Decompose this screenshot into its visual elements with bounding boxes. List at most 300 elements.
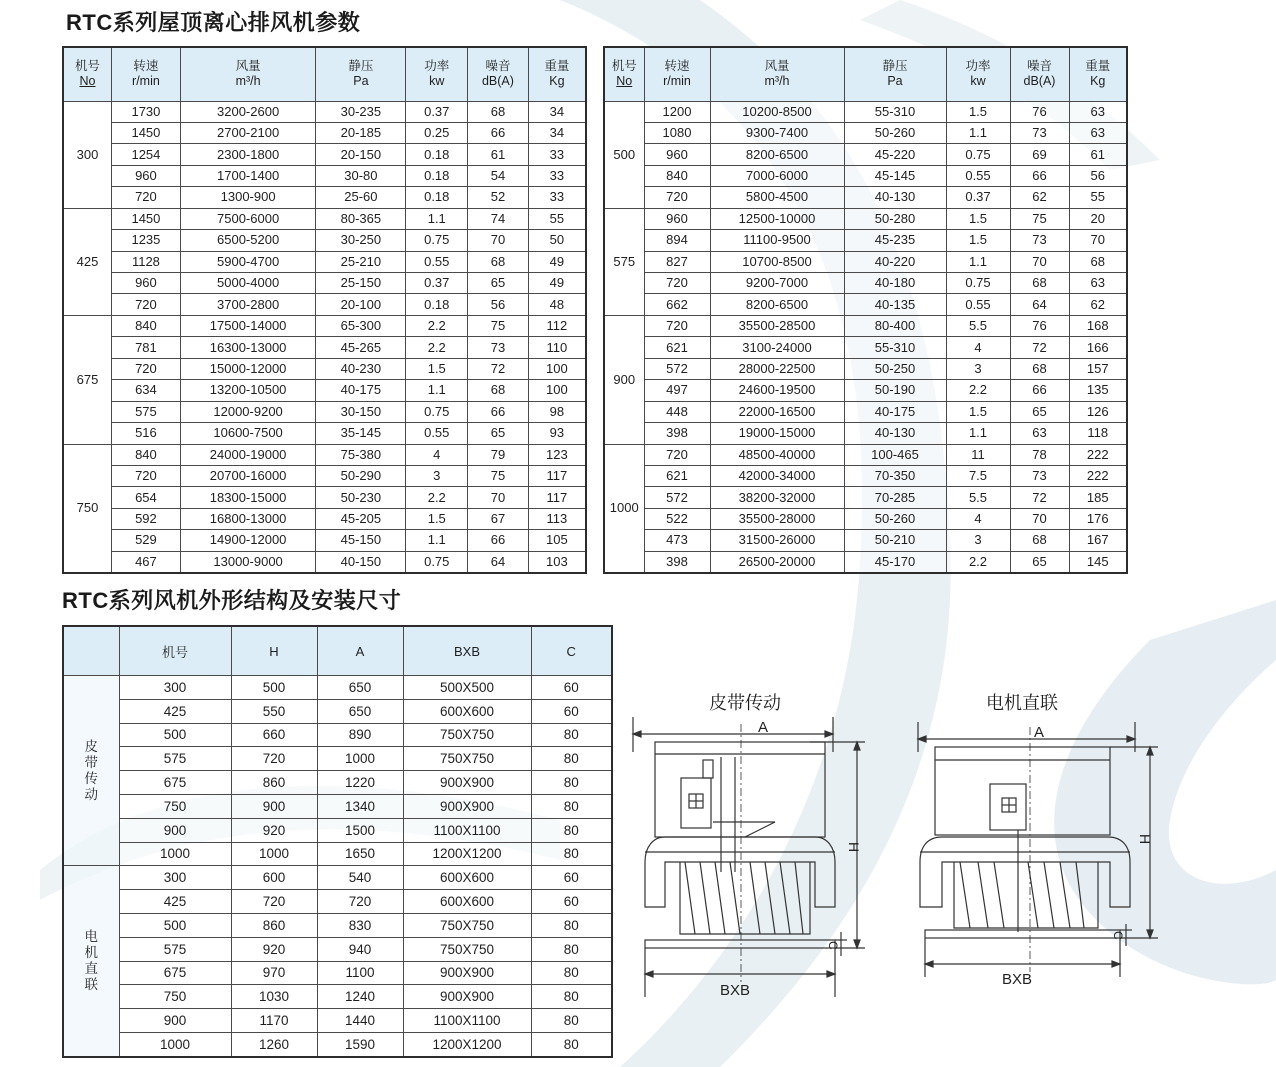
table-cell: 0.75 bbox=[946, 273, 1010, 294]
table-row bbox=[63, 208, 586, 229]
table-cell: 45-170 bbox=[844, 551, 946, 573]
table-cell: 500 bbox=[119, 723, 231, 747]
table-row bbox=[63, 273, 586, 294]
table-cell: 50-230 bbox=[316, 487, 406, 508]
table-row bbox=[63, 699, 612, 723]
table-cell: 890 bbox=[317, 723, 403, 747]
table-cell: 7500-6000 bbox=[180, 208, 316, 229]
table-cell: 621 bbox=[644, 465, 710, 486]
table-cell: 68 bbox=[468, 251, 529, 272]
model-cell: 900 bbox=[604, 315, 644, 444]
table-row bbox=[63, 165, 586, 186]
table-cell: 529 bbox=[112, 530, 181, 551]
table-cell: 1500 bbox=[317, 818, 403, 842]
table-row bbox=[604, 508, 1127, 529]
table-cell: 750 bbox=[119, 794, 231, 818]
table-row bbox=[63, 551, 586, 573]
table-cell: 64 bbox=[468, 551, 529, 573]
model-cell: 1000 bbox=[604, 444, 644, 573]
table-cell: 62 bbox=[1069, 294, 1127, 315]
table-cell: 4 bbox=[406, 444, 468, 465]
table-cell: 70 bbox=[1010, 251, 1069, 272]
table-cell: 30-150 bbox=[316, 401, 406, 422]
table-row bbox=[63, 401, 586, 422]
table-cell: 73 bbox=[1010, 465, 1069, 486]
table-cell: 900X900 bbox=[403, 961, 531, 985]
table-row bbox=[604, 380, 1127, 401]
table-cell: 50-290 bbox=[316, 465, 406, 486]
table-cell: 1450 bbox=[112, 122, 181, 143]
table-cell: 0.18 bbox=[406, 187, 468, 208]
table-cell: 940 bbox=[317, 937, 403, 961]
table-cell: 63 bbox=[1069, 273, 1127, 294]
model-cell: 425 bbox=[63, 208, 112, 315]
table-cell: 24600-19500 bbox=[710, 380, 844, 401]
table-cell: 103 bbox=[528, 551, 586, 573]
table-cell: 68 bbox=[468, 380, 529, 401]
table-cell: 13200-10500 bbox=[180, 380, 316, 401]
table-cell: 3100-24000 bbox=[710, 337, 844, 358]
header-airflow: 风量 m³/h bbox=[180, 47, 316, 101]
table-cell: 38200-32000 bbox=[710, 487, 844, 508]
table-cell: 12500-10000 bbox=[710, 208, 844, 229]
dim-header-c: C bbox=[531, 626, 612, 676]
table-row bbox=[63, 961, 612, 985]
table-cell: 76 bbox=[1010, 315, 1069, 336]
table-cell: 1240 bbox=[317, 985, 403, 1009]
table-cell: 900 bbox=[231, 794, 317, 818]
table-cell: 30-80 bbox=[316, 165, 406, 186]
table-cell: 720 bbox=[112, 294, 181, 315]
table-cell: 45-220 bbox=[844, 144, 946, 165]
header-pressure: 静压 Pa bbox=[316, 47, 406, 101]
table-cell: 69 bbox=[1010, 144, 1069, 165]
header-model: 机号 No bbox=[63, 47, 112, 101]
header-model: 机号 No bbox=[604, 47, 644, 101]
table-cell: 70 bbox=[468, 230, 529, 251]
table-cell: 1220 bbox=[317, 771, 403, 795]
table-cell: 80 bbox=[531, 913, 612, 937]
table-row bbox=[604, 101, 1127, 122]
table-cell: 222 bbox=[1069, 465, 1127, 486]
table-cell: 1.5 bbox=[946, 208, 1010, 229]
table-cell: 55-310 bbox=[844, 337, 946, 358]
table-cell: 14900-12000 bbox=[180, 530, 316, 551]
table-cell: 40-150 bbox=[316, 551, 406, 573]
params-table-right bbox=[603, 46, 1128, 574]
table-cell: 80 bbox=[531, 771, 612, 795]
table-row bbox=[63, 294, 586, 315]
table-cell: 425 bbox=[119, 890, 231, 914]
table-cell: 66 bbox=[468, 122, 529, 143]
table-cell: 145 bbox=[1069, 551, 1127, 573]
table-cell: 25-210 bbox=[316, 251, 406, 272]
table-cell: 0.37 bbox=[946, 187, 1010, 208]
table-cell: 0.18 bbox=[406, 165, 468, 186]
table-cell: 79 bbox=[468, 444, 529, 465]
table-cell: 24000-19000 bbox=[180, 444, 316, 465]
table-cell: 0.18 bbox=[406, 294, 468, 315]
table-cell: 0.75 bbox=[406, 551, 468, 573]
table-cell: 662 bbox=[644, 294, 710, 315]
table-cell: 1000 bbox=[231, 842, 317, 866]
table-cell: 900X900 bbox=[403, 771, 531, 795]
table-cell: 45-145 bbox=[844, 165, 946, 186]
table-cell: 76 bbox=[1010, 101, 1069, 122]
model-cell: 300 bbox=[63, 101, 112, 208]
table-row bbox=[63, 937, 612, 961]
table-cell: 33 bbox=[528, 187, 586, 208]
table-row bbox=[63, 1009, 612, 1033]
table-cell: 135 bbox=[1069, 380, 1127, 401]
table-cell: 50 bbox=[528, 230, 586, 251]
table-cell: 10700-8500 bbox=[710, 251, 844, 272]
dim-header-h: H bbox=[231, 626, 317, 676]
table-cell: 1080 bbox=[644, 122, 710, 143]
table-cell: 750X750 bbox=[403, 723, 531, 747]
table-row bbox=[604, 551, 1127, 573]
table-cell: 0.75 bbox=[406, 401, 468, 422]
table-cell: 66 bbox=[1010, 165, 1069, 186]
table-cell: 1.1 bbox=[946, 423, 1010, 444]
table-cell: 93 bbox=[528, 423, 586, 444]
table-cell: 3 bbox=[946, 358, 1010, 379]
model-cell: 500 bbox=[604, 101, 644, 208]
table-cell: 52 bbox=[468, 187, 529, 208]
header-power: 功率 kw bbox=[946, 47, 1010, 101]
table-cell: 68 bbox=[1069, 251, 1127, 272]
table-cell: 50-210 bbox=[844, 530, 946, 551]
table-row bbox=[63, 251, 586, 272]
table-cell: 2.2 bbox=[406, 487, 468, 508]
model-cell: 575 bbox=[604, 208, 644, 315]
table-cell: 20-150 bbox=[316, 144, 406, 165]
table-cell: 74 bbox=[468, 208, 529, 229]
table-cell: 68 bbox=[1010, 358, 1069, 379]
table-cell: 45-265 bbox=[316, 337, 406, 358]
table-cell: 0.55 bbox=[406, 423, 468, 444]
table-cell: 66 bbox=[468, 530, 529, 551]
table-cell: 17500-14000 bbox=[180, 315, 316, 336]
table-row bbox=[604, 337, 1127, 358]
table-cell: 0.37 bbox=[406, 101, 468, 122]
table-cell: 398 bbox=[644, 423, 710, 444]
table-cell: 960 bbox=[644, 208, 710, 229]
table-cell: 0.37 bbox=[406, 273, 468, 294]
table-cell: 0.75 bbox=[406, 230, 468, 251]
table-cell: 425 bbox=[119, 699, 231, 723]
table-cell: 473 bbox=[644, 530, 710, 551]
table-cell: 126 bbox=[1069, 401, 1127, 422]
table-cell: 750X750 bbox=[403, 937, 531, 961]
table-cell: 1100X1100 bbox=[403, 1009, 531, 1033]
table-cell: 9200-7000 bbox=[710, 273, 844, 294]
table-cell: 2.2 bbox=[946, 551, 1010, 573]
table-cell: 80 bbox=[531, 723, 612, 747]
table-cell: 185 bbox=[1069, 487, 1127, 508]
table-row bbox=[63, 101, 586, 122]
table-cell: 10600-7500 bbox=[180, 423, 316, 444]
table-row bbox=[604, 315, 1127, 336]
table-cell: 61 bbox=[468, 144, 529, 165]
table-cell: 1340 bbox=[317, 794, 403, 818]
table-cell: 600 bbox=[231, 866, 317, 890]
table-cell: 20 bbox=[1069, 208, 1127, 229]
table-row bbox=[63, 508, 586, 529]
table-cell: 1235 bbox=[112, 230, 181, 251]
table-cell: 1.1 bbox=[406, 380, 468, 401]
table-row bbox=[63, 465, 586, 486]
belt-dim-bxb: BXB bbox=[720, 982, 751, 999]
table-cell: 3 bbox=[946, 530, 1010, 551]
table-row bbox=[604, 273, 1127, 294]
table-cell: 572 bbox=[644, 487, 710, 508]
dim-header-blank bbox=[63, 626, 119, 676]
table-cell: 830 bbox=[317, 913, 403, 937]
table-cell: 467 bbox=[112, 551, 181, 573]
table-cell: 720 bbox=[317, 890, 403, 914]
table-cell: 1200X1200 bbox=[403, 842, 531, 866]
table-row bbox=[63, 530, 586, 551]
table-cell: 167 bbox=[1069, 530, 1127, 551]
table-cell: 40-175 bbox=[844, 401, 946, 422]
table-cell: 75-380 bbox=[316, 444, 406, 465]
table-cell: 4 bbox=[946, 508, 1010, 529]
dim-header-model: 机号 bbox=[119, 626, 231, 676]
table-cell: 16800-13000 bbox=[180, 508, 316, 529]
table-cell: 600X600 bbox=[403, 866, 531, 890]
table-cell: 600X600 bbox=[403, 890, 531, 914]
table-cell: 40-135 bbox=[844, 294, 946, 315]
table-cell: 80 bbox=[531, 794, 612, 818]
table-row bbox=[63, 747, 612, 771]
table-cell: 720 bbox=[112, 465, 181, 486]
table-row bbox=[604, 187, 1127, 208]
table-cell: 1260 bbox=[231, 1032, 317, 1056]
table-cell: 827 bbox=[644, 251, 710, 272]
table-cell: 0.55 bbox=[406, 251, 468, 272]
table-cell: 28000-22500 bbox=[710, 358, 844, 379]
table-row bbox=[63, 794, 612, 818]
table-cell: 448 bbox=[644, 401, 710, 422]
table-cell: 5.5 bbox=[946, 315, 1010, 336]
table-cell: 650 bbox=[317, 699, 403, 723]
table-cell: 0.18 bbox=[406, 144, 468, 165]
table-cell: 35-145 bbox=[316, 423, 406, 444]
table-row bbox=[604, 444, 1127, 465]
table-row bbox=[63, 866, 612, 890]
direct-dim-a: A bbox=[1034, 724, 1045, 741]
table-cell: 80 bbox=[531, 818, 612, 842]
table-row bbox=[63, 890, 612, 914]
table-cell: 675 bbox=[119, 771, 231, 795]
table-cell: 60 bbox=[531, 866, 612, 890]
table-cell: 1000 bbox=[317, 747, 403, 771]
table-cell: 54 bbox=[468, 165, 529, 186]
table-cell: 100-465 bbox=[844, 444, 946, 465]
table-cell: 18300-15000 bbox=[180, 487, 316, 508]
table-cell: 63 bbox=[1069, 101, 1127, 122]
table-cell: 0.55 bbox=[946, 165, 1010, 186]
table-cell: 166 bbox=[1069, 337, 1127, 358]
table-cell: 25-150 bbox=[316, 273, 406, 294]
table-row bbox=[63, 985, 612, 1009]
table-cell: 40-220 bbox=[844, 251, 946, 272]
table-cell: 98 bbox=[528, 401, 586, 422]
table-cell: 34 bbox=[528, 101, 586, 122]
table-cell: 1590 bbox=[317, 1032, 403, 1056]
table-cell: 68 bbox=[1010, 273, 1069, 294]
table-cell: 650 bbox=[317, 676, 403, 700]
header-noise: 噪音 dB(A) bbox=[468, 47, 529, 101]
table-cell: 157 bbox=[1069, 358, 1127, 379]
table-cell: 634 bbox=[112, 380, 181, 401]
belt-dim-h: H bbox=[846, 842, 862, 853]
table-cell: 1100 bbox=[317, 961, 403, 985]
table-cell: 1.5 bbox=[406, 508, 468, 529]
table-cell: 9300-7400 bbox=[710, 122, 844, 143]
table-cell: 110 bbox=[528, 337, 586, 358]
direct-dim-c: C bbox=[1111, 931, 1125, 940]
params-body-right bbox=[604, 101, 1127, 573]
table-cell: 117 bbox=[528, 465, 586, 486]
table-cell: 572 bbox=[644, 358, 710, 379]
table-cell: 78 bbox=[1010, 444, 1069, 465]
table-row bbox=[604, 165, 1127, 186]
table-cell: 80-400 bbox=[844, 315, 946, 336]
table-cell: 50-260 bbox=[844, 508, 946, 529]
table-cell: 61 bbox=[1069, 144, 1127, 165]
drive-type-cell bbox=[63, 866, 119, 1057]
table-cell: 0.75 bbox=[946, 144, 1010, 165]
table-cell: 720 bbox=[231, 747, 317, 771]
table-row bbox=[604, 294, 1127, 315]
table-cell: 1000 bbox=[119, 1032, 231, 1056]
table-cell: 1450 bbox=[112, 208, 181, 229]
table-cell: 100 bbox=[528, 380, 586, 401]
table-cell: 592 bbox=[112, 508, 181, 529]
table-cell: 11 bbox=[946, 444, 1010, 465]
table-cell: 40-180 bbox=[844, 273, 946, 294]
table-row bbox=[63, 144, 586, 165]
table-cell: 105 bbox=[528, 530, 586, 551]
table-cell: 56 bbox=[1069, 165, 1127, 186]
table-row bbox=[604, 401, 1127, 422]
direct-dim-bxb: BXB bbox=[1002, 971, 1033, 988]
table-cell: 33 bbox=[528, 165, 586, 186]
table-cell: 6500-5200 bbox=[180, 230, 316, 251]
table-cell: 3200-2600 bbox=[180, 101, 316, 122]
table-cell: 42000-34000 bbox=[710, 465, 844, 486]
table-row bbox=[604, 208, 1127, 229]
table-cell: 73 bbox=[1010, 230, 1069, 251]
table-cell: 30-235 bbox=[316, 101, 406, 122]
table-cell: 654 bbox=[112, 487, 181, 508]
table-cell: 540 bbox=[317, 866, 403, 890]
table-row bbox=[604, 144, 1127, 165]
table-cell: 720 bbox=[644, 187, 710, 208]
table-cell: 3 bbox=[406, 465, 468, 486]
table-cell: 65-300 bbox=[316, 315, 406, 336]
table-cell: 575 bbox=[119, 747, 231, 771]
table-cell: 2700-2100 bbox=[180, 122, 316, 143]
belt-drive-diagram bbox=[625, 712, 865, 1002]
table-cell: 781 bbox=[112, 337, 181, 358]
model-cell: 675 bbox=[63, 315, 112, 444]
params-table-left bbox=[62, 46, 587, 574]
table-cell: 1000 bbox=[119, 842, 231, 866]
table-cell: 750X750 bbox=[403, 913, 531, 937]
table-cell: 80 bbox=[531, 961, 612, 985]
table-row bbox=[63, 358, 586, 379]
table-cell: 63 bbox=[1010, 423, 1069, 444]
table-cell: 65 bbox=[1010, 401, 1069, 422]
table-cell: 1.1 bbox=[946, 251, 1010, 272]
table-cell: 2.2 bbox=[406, 337, 468, 358]
table-cell: 1030 bbox=[231, 985, 317, 1009]
table-cell: 1254 bbox=[112, 144, 181, 165]
table-cell: 68 bbox=[1010, 530, 1069, 551]
table-row bbox=[63, 315, 586, 336]
table-cell: 35500-28500 bbox=[710, 315, 844, 336]
table-cell: 1.5 bbox=[406, 358, 468, 379]
table-cell: 64 bbox=[1010, 294, 1069, 315]
table-cell: 840 bbox=[112, 444, 181, 465]
dimensions-body bbox=[63, 676, 612, 1057]
table-cell: 19000-15000 bbox=[710, 423, 844, 444]
table-cell: 0.55 bbox=[946, 294, 1010, 315]
table-cell: 73 bbox=[468, 337, 529, 358]
table-cell: 500 bbox=[231, 676, 317, 700]
table-cell: 80 bbox=[531, 985, 612, 1009]
table-cell: 970 bbox=[231, 961, 317, 985]
table-cell: 66 bbox=[1010, 380, 1069, 401]
table-cell: 20-185 bbox=[316, 122, 406, 143]
table-cell: 920 bbox=[231, 937, 317, 961]
table-cell: 675 bbox=[119, 961, 231, 985]
table-cell: 960 bbox=[112, 165, 181, 186]
table-cell: 62 bbox=[1010, 187, 1069, 208]
table-cell: 0.25 bbox=[406, 122, 468, 143]
table-cell: 80 bbox=[531, 1009, 612, 1033]
direct-drive-diagram bbox=[910, 712, 1160, 992]
table-cell: 1200 bbox=[644, 101, 710, 122]
table-cell: 100 bbox=[528, 358, 586, 379]
table-cell: 31500-26000 bbox=[710, 530, 844, 551]
table-cell: 920 bbox=[231, 818, 317, 842]
table-cell: 840 bbox=[644, 165, 710, 186]
table-cell: 70-285 bbox=[844, 487, 946, 508]
direct-diagram-title: 电机直联 bbox=[986, 693, 1058, 713]
table-row bbox=[63, 187, 586, 208]
dims-title: RTC系列风机外形结构及安装尺寸 bbox=[62, 588, 402, 613]
table-row bbox=[604, 122, 1127, 143]
table-cell: 50-260 bbox=[844, 122, 946, 143]
drive-type-label: 电机直联 bbox=[84, 929, 98, 993]
table-cell: 5900-4700 bbox=[180, 251, 316, 272]
table-row bbox=[63, 423, 586, 444]
table-cell: 11100-9500 bbox=[710, 230, 844, 251]
table-cell: 1.1 bbox=[406, 530, 468, 551]
table-cell: 894 bbox=[644, 230, 710, 251]
table-cell: 80-365 bbox=[316, 208, 406, 229]
table-cell: 222 bbox=[1069, 444, 1127, 465]
table-cell: 72 bbox=[468, 358, 529, 379]
belt-diagram-title: 皮带传动 bbox=[709, 693, 781, 713]
table-cell: 75 bbox=[1010, 208, 1069, 229]
table-cell: 2300-1800 bbox=[180, 144, 316, 165]
table-row bbox=[63, 818, 612, 842]
